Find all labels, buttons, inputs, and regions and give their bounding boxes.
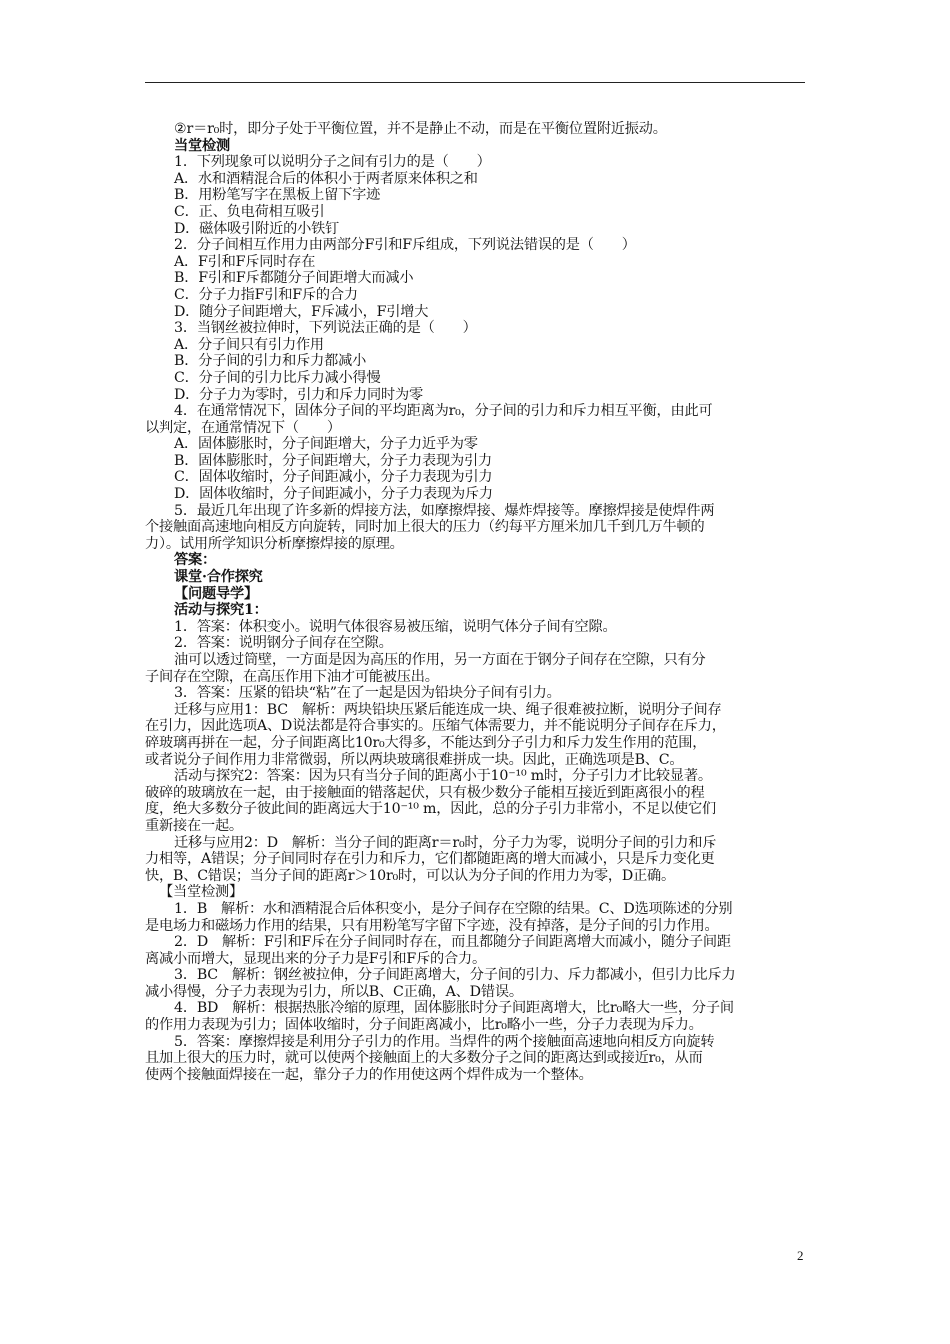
text-line: 迁移与应用1：BC 解析：两块铅块压紧后能连成一块、绳子很难被拉断，说明分子间存 xyxy=(174,701,722,718)
text-line: 课堂·合作探究 xyxy=(174,569,263,586)
text-line: D．磁体吸引附近的小铁钉 xyxy=(174,220,340,237)
text-line: 是电场力和磁场力作用的结果，只有用粉笔写字留下字迹，没有掉落，是分子间的引力作用。 xyxy=(145,917,719,934)
text-line: 子间存在空隙，在高压作用下油才可能被压出。 xyxy=(145,668,439,685)
text-line: 1．下列现象可以说明分子之间有引力的是（ ） xyxy=(174,154,491,171)
text-line: 2．答案：说明钢分子间存在空隙。 xyxy=(174,635,393,652)
text-line: 使两个接触面焊接在一起，靠分子力的作用使这两个焊件成为一个整体。 xyxy=(145,1066,593,1083)
text-line: 以判定，在通常情况下（ ） xyxy=(145,419,341,436)
text-line: ②r＝r₀时，即分子处于平衡位置，并不是静止不动，而是在平衡位置附近振动。 xyxy=(174,121,667,137)
text-line: 减小得慢，分子力表现为引力，所以B、C正确，A、D错误。 xyxy=(145,983,523,1000)
text-line: A．水和酒精混合后的体积小于两者原来体积之和 xyxy=(174,170,478,187)
text-line: 碎玻璃再拼在一起，分子间距离比10r₀大得多，不能达到分子引力和斥力发生作用的范围， xyxy=(145,734,707,751)
text-line: C．分子力指F引和F斥的合力 xyxy=(174,286,358,303)
page-number: 2 xyxy=(797,1248,804,1263)
text-line: C．固体收缩时，分子间距减小，分子力表现为引力 xyxy=(174,469,493,486)
text-line: A．分子间只有引力作用 xyxy=(174,336,324,353)
text-line: D．随分子间距增大，F斥减小，F引增大 xyxy=(174,303,429,320)
text-line: 当堂检测 xyxy=(174,137,230,154)
text-line: D．固体收缩时，分子间距减小，分子力表现为斥力 xyxy=(174,486,493,503)
text-line: 或者说分子间作用力非常微弱，所以两块玻璃很难拼成一块。因此，正确选项是B、C。 xyxy=(145,751,684,768)
text-line: B．用粉笔写字在黑板上留下字迹 xyxy=(174,187,381,204)
text-line: 度，绝大多数分子彼此间的距离远大于10⁻¹⁰ m，因此，总的分子引力非常小，不足以使它们 xyxy=(145,801,717,818)
text-line: D．分子力为零时，引力和斥力同时为零 xyxy=(174,386,423,403)
text-line: 3．当钢丝被拉伸时，下列说法正确的是（ ） xyxy=(174,320,477,337)
text-line: 5．最近几年出现了许多新的焊接方法，如摩擦焊接、爆炸焊接等。摩擦焊接是使焊件两 xyxy=(174,502,715,519)
text-line: 【当堂检测】 xyxy=(159,884,243,901)
text-line: 油可以透过筒壁，一方面是因为高压的作用，另一方面在于钢分子间存在空隙，只有分 xyxy=(174,652,706,668)
text-line: 破碎的玻璃放在一起，由于接触面的错落起伏，只有极少数分子能相互接近到距离很小的程 xyxy=(145,784,705,801)
text-line: 的作用力表现为引力；固体收缩时，分子间距离减小，比r₀略小一些，分子力表现为斥力。 xyxy=(145,1017,703,1034)
text-line: 4．在通常情况下，固体分子间的平均距离为r₀，分子间的引力和斥力相互平衡，由此可 xyxy=(174,403,713,420)
text-line: 在引力，因此选项A、D说法都是符合事实的。压缩气体需要力，并不能说明分子间存在斥力， xyxy=(145,718,726,735)
text-line: 且加上很大的压力时，就可以使两个接触面上的大多数分子之间的距离达到或接近r₀，从而 xyxy=(145,1050,703,1067)
text-line: C．正、负电荷相互吸引 xyxy=(174,203,325,220)
text-line: 活动与探究2：答案：因为只有当分子间的距离小于10⁻¹⁰ m时，分子引力才比较显著。 xyxy=(174,768,712,785)
text-line: 活动与探究1： xyxy=(174,602,268,619)
text-line: 力）。试用所学知识分析摩擦焊接的原理。 xyxy=(145,535,404,552)
text-line: 3．BC 解析：钢丝被拉伸，分子间距离增大，分子间的引力、斥力都减小，但引力比斥力 xyxy=(174,967,736,984)
text-line: A．F引和F斥同时存在 xyxy=(174,253,316,270)
text-line: 2．分子间相互作用力由两部分F引和F斥组成，下列说法错误的是（ ） xyxy=(174,237,636,254)
text-line: 1．答案：体积变小。说明气体很容易被压缩，说明气体分子间有空隙。 xyxy=(174,618,617,635)
text-line: B．分子间的引力和斥力都减小 xyxy=(174,353,367,370)
text-line: 离减小而增大，显现出来的分子力是F引和F斥的合力。 xyxy=(145,950,487,967)
text-line: B．固体膨胀时，分子间距增大，分子力表现为引力 xyxy=(174,452,492,469)
text-line: 力相等，A错误；分子间同时存在引力和斥力，它们都随距离的增大而减小，只是斥力变化更 xyxy=(145,851,715,868)
text-line: A．固体膨胀时，分子间距增大，分子力近乎为零 xyxy=(174,436,478,453)
text-line: 答案： xyxy=(174,552,216,569)
text-line: 重新接在一起。 xyxy=(145,817,243,834)
text-line: 3．答案：压紧的铅块“粘”在了一起是因为铅块分子间有引力。 xyxy=(174,685,561,702)
text-line: C．分子间的引力比斥力减小得慢 xyxy=(174,369,381,386)
text-line: 【问题导学】 xyxy=(174,585,258,602)
text-line: 4．BD 解析：根据热胀冷缩的原理，固体膨胀时分子间距离增大，比r₀略大一些，分子间 xyxy=(174,1000,734,1017)
text-line: 快，B、C错误；当分子间的距离r＞10r₀时，可以认为分子间的作用力为零，D正确。 xyxy=(145,867,675,884)
text-line: B．F引和F斥都随分子间距增大而减小 xyxy=(174,270,414,287)
document-body xyxy=(145,121,810,1083)
header-rule xyxy=(145,82,805,83)
text-line: 个接触面高速地向相反方向旋转，同时加上很大的压力（约每平方厘米加几千到几万牛顿的 xyxy=(145,519,705,536)
text-line: 迁移与应用2：D 解析：当分子间的距离r＝r₀时，分子力为零，说明分子间的引力和斥 xyxy=(174,834,717,851)
text-line: 5．答案：摩擦焊接是利用分子引力的作用。当焊件的两个接触面高速地向相反方向旋转 xyxy=(174,1033,715,1050)
text-line: 1．B 解析：水和酒精混合后体积变小，是分子间存在空隙的结果。C、D选项陈述的分别 xyxy=(174,900,733,917)
text-line: 2．D 解析：F引和F斥在分子间同时存在，而且都随分子间距离增大而减小，随分子间距 xyxy=(174,934,731,951)
